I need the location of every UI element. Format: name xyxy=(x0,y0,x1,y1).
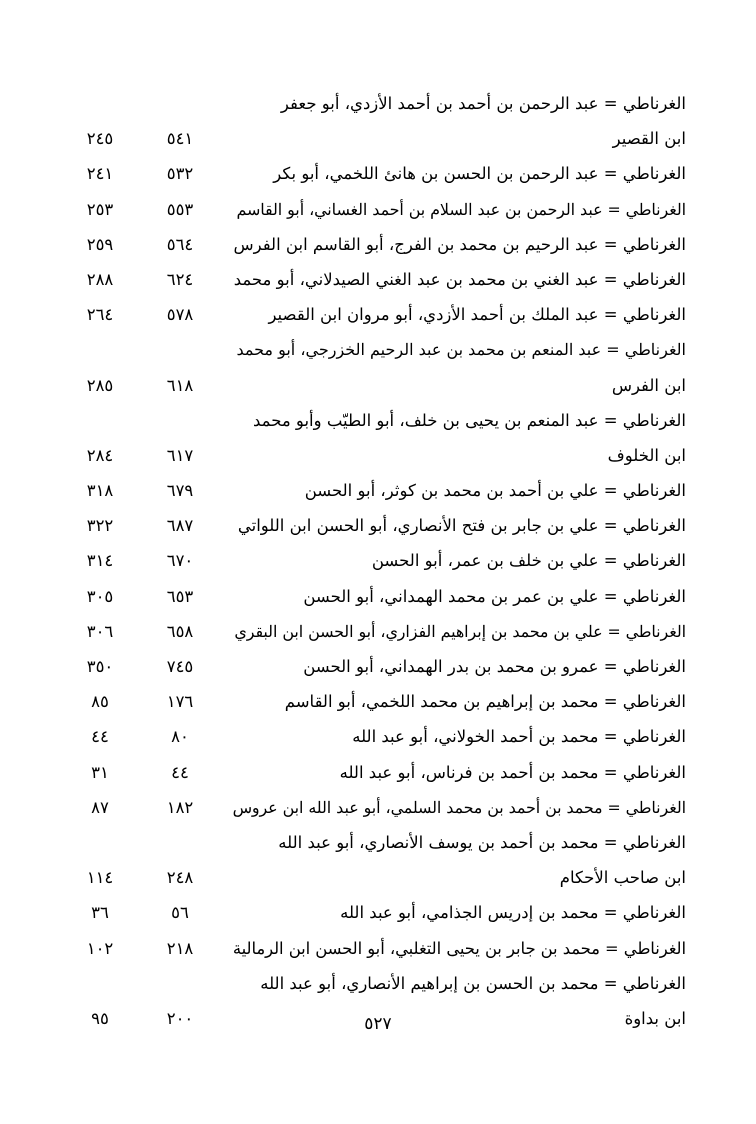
entry-page: ٢٥٣ xyxy=(86,199,114,219)
entry-number: ١٨٢ xyxy=(166,797,194,817)
entry-text: الغرناطي = محمد بن إبراهيم بن محمد اللخمي، أبو القاسم xyxy=(284,692,686,712)
index-row xyxy=(70,192,686,227)
index-row xyxy=(70,614,686,649)
index-row xyxy=(70,684,686,719)
entry-number: ٥٣٢ xyxy=(166,164,194,184)
entry-page: ٣٥٠ xyxy=(86,657,114,676)
index-row xyxy=(70,579,686,614)
entry-text: الغرناطي = عبد الرحمن بن أحمد بن أحمد الأزدي، أبو جعفر xyxy=(280,94,686,113)
entry-text: الغرناطي = علي بن أحمد بن محمد بن كوثر، أبو الحسن xyxy=(304,481,686,501)
index-row xyxy=(70,790,686,825)
entry-text: الغرناطي = عبد المنعم بن محمد بن عبد الرحيم الخزرجي، أبو محمد xyxy=(236,340,686,360)
entry-text: الغرناطي = عبد المنعم بن يحيى بن خلف، أبو الطيّب وأبو محمد xyxy=(253,410,686,430)
index-row xyxy=(70,825,686,860)
index-row xyxy=(70,403,686,438)
entry-page: ٨٥ xyxy=(91,692,109,712)
entry-text: ابن الفرس xyxy=(611,375,686,395)
entry-text: ابن بداوة xyxy=(624,1008,686,1028)
page-number: ٥٢٧ xyxy=(364,1014,392,1034)
index-row xyxy=(70,438,686,473)
entry-page: ٨٧ xyxy=(91,797,109,817)
index-row xyxy=(70,86,686,121)
entry-number: ٥٤١ xyxy=(166,129,194,149)
entry-page: ٢٨٨ xyxy=(86,269,114,289)
entry-text: الغرناطي = محمد بن الحسن بن إبراهيم الأنصاري، أبو عبد الله xyxy=(260,973,686,993)
entry-page: ٣٠٦ xyxy=(86,621,114,641)
entry-text: الغرناطي = علي بن محمد بن إبراهيم الفزاري، أبو الحسن ابن البقري xyxy=(234,621,686,641)
entry-text: ابن الخلوف xyxy=(607,445,686,465)
entry-number: ٦١٧ xyxy=(166,445,194,465)
entry-page: ٤٤ xyxy=(91,727,109,747)
entry-text: الغرناطي = محمد بن أحمد الخولاني، أبو عبد الله xyxy=(352,727,686,747)
entry-page: ٣٢٢ xyxy=(86,516,114,536)
index-row xyxy=(70,156,686,191)
entry-text: الغرناطي = محمد بن إدريس الجذامي، أبو عبد الله xyxy=(340,903,686,923)
entry-number: ٥٦ xyxy=(171,903,189,923)
entry-text: الغرناطي = علي بن خلف بن عمر، أبو الحسن xyxy=(371,551,686,571)
entry-number: ٦٥٣ xyxy=(166,586,194,606)
entry-number: ٢٤٨ xyxy=(166,868,194,888)
entry-text: الغرناطي = علي بن جابر بن فتح الأنصاري، أبو الحسن ابن اللواتي xyxy=(237,516,686,536)
entry-text: ابن القصير xyxy=(612,129,686,149)
index-row xyxy=(70,860,686,895)
index-row xyxy=(70,931,686,966)
entry-page: ٩٥ xyxy=(91,1008,109,1028)
entry-number: ٦٢٤ xyxy=(166,269,194,289)
index-row xyxy=(70,543,686,578)
entry-page: ٣١٤ xyxy=(86,551,114,571)
entry-number: ٢١٨ xyxy=(166,938,194,958)
entry-text: الغرناطي = علي بن عمر بن محمد الهمداني، أبو الحسن xyxy=(303,586,686,606)
entry-page: ٣٦ xyxy=(91,903,109,923)
entry-text: الغرناطي = محمد بن جابر بن يحيى التغلبي، أبو الحسن ابن الرمالية xyxy=(232,938,686,958)
index-row xyxy=(70,966,686,1001)
entry-number: ٦٧٩ xyxy=(166,481,194,501)
entry-number: ٢٠٠ xyxy=(166,1008,194,1028)
entry-text: الغرناطي = عبد الرحيم بن محمد بن الفرج، أبو القاسم ابن الفرس xyxy=(233,234,686,254)
entry-text: الغرناطي = عبد الملك بن أحمد الأزدي، أبو مروان ابن القصير xyxy=(268,305,686,325)
entry-page: ٢٤١ xyxy=(86,164,114,184)
entry-number: ٥٥٣ xyxy=(166,199,194,219)
entry-text: ابن صاحب الأحكام xyxy=(559,868,686,888)
index-row xyxy=(70,649,686,684)
index-row xyxy=(70,227,686,262)
entry-page: ١٠٢ xyxy=(86,938,114,958)
entry-text: الغرناطي = محمد بن أحمد بن يوسف الأنصاري، أبو عبد الله xyxy=(278,832,686,852)
entry-page: ٢٦٤ xyxy=(86,305,114,325)
entry-number: ٤٤ xyxy=(171,762,189,782)
index-row xyxy=(70,508,686,543)
entry-page: ٣٠٥ xyxy=(86,586,114,606)
entry-number: ٦١٨ xyxy=(166,375,194,395)
index-row xyxy=(70,121,686,156)
entry-text: الغرناطي = عمرو بن محمد بن بدر الهمداني، أبو الحسن xyxy=(303,657,686,676)
index-row xyxy=(70,262,686,297)
entry-number: ٥٧٨ xyxy=(166,305,194,325)
entry-page: ٣١٨ xyxy=(86,481,114,501)
index-row xyxy=(70,895,686,930)
entry-page: ٢٨٥ xyxy=(86,375,114,395)
entry-number: ٥٦٤ xyxy=(166,234,194,254)
entry-text: الغرناطي = عبد الرحمن بن الحسن بن هانئ اللخمي، أبو بكر xyxy=(273,164,686,184)
entry-text: الغرناطي = عبد الرحمن بن عبد السلام بن أحمد الغساني، أبو القاسم xyxy=(236,199,686,219)
entry-page: ٢٨٤ xyxy=(86,445,114,465)
index-entries xyxy=(70,86,686,1036)
entry-number: ١٧٦ xyxy=(166,692,194,712)
entry-text: الغرناطي = محمد بن أحمد بن فرناس، أبو عبد الله xyxy=(339,762,686,782)
index-row xyxy=(70,297,686,332)
index-row xyxy=(70,368,686,403)
entry-number: ٦٥٨ xyxy=(166,621,194,641)
entry-page: ٢٥٩ xyxy=(86,234,114,254)
entry-text: الغرناطي = عبد الغني بن محمد بن عبد الغني الصيدلاني، أبو محمد xyxy=(233,269,686,289)
index-row xyxy=(70,719,686,754)
entry-number: ٦٨٧ xyxy=(166,516,194,536)
entry-page: ١١٤ xyxy=(86,868,114,888)
entry-page: ٢٤٥ xyxy=(86,129,114,149)
entry-number: ٨٠ xyxy=(171,727,189,747)
entry-number: ٦٧٠ xyxy=(166,551,194,571)
entry-number: ٧٤٥ xyxy=(166,657,194,676)
entry-page: ٣١ xyxy=(91,762,109,782)
index-row xyxy=(70,332,686,367)
index-row xyxy=(70,755,686,790)
index-row xyxy=(70,473,686,508)
entry-text: الغرناطي = محمد بن أحمد بن محمد السلمي، أبو عبد الله ابن عروس xyxy=(232,797,686,817)
